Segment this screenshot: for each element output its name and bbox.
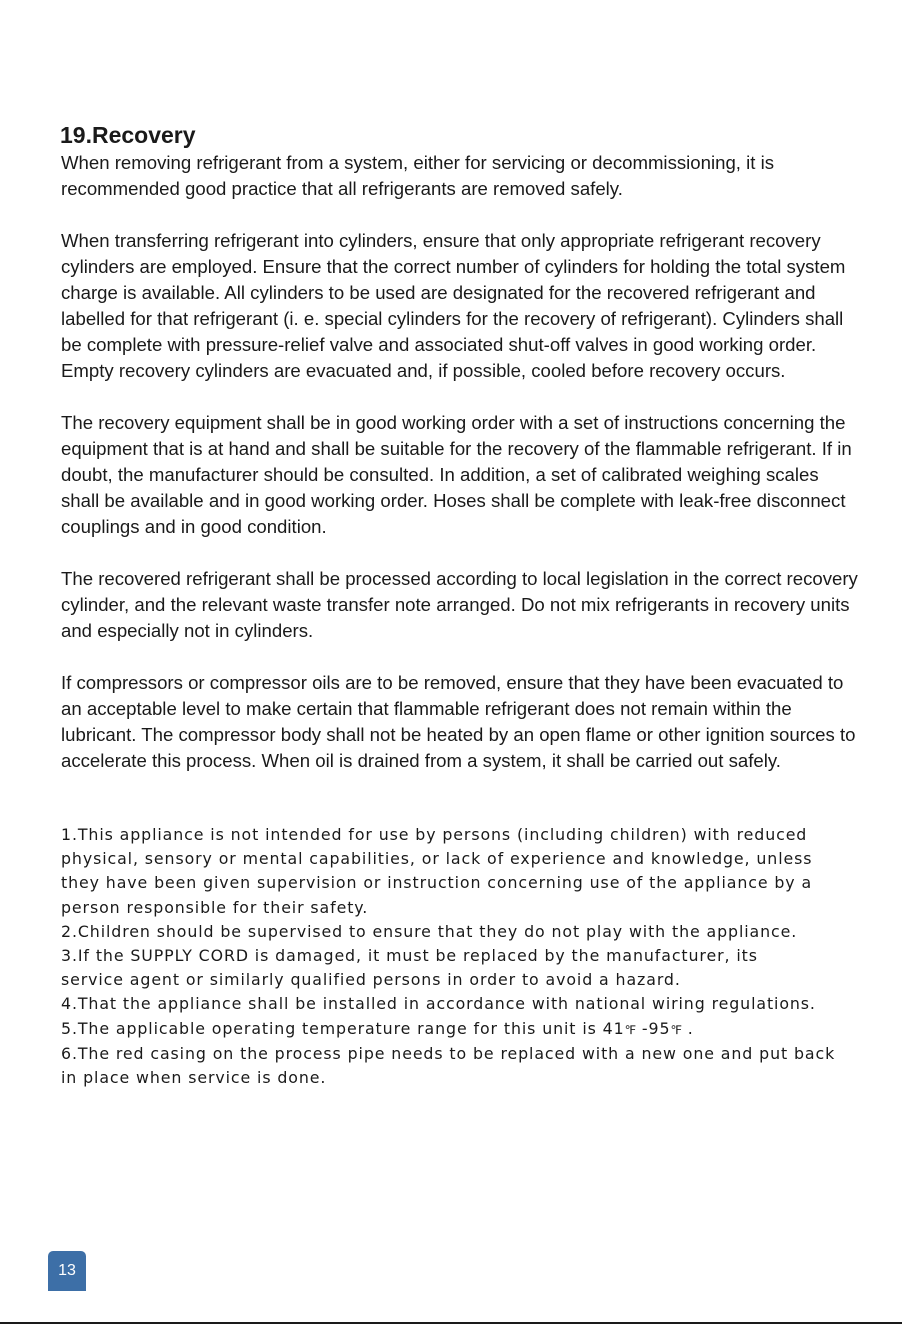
note-1-line-3: they have been given supervision or instruction concerning use of the appliance by a	[61, 873, 813, 893]
note-1-line-4: person responsible for their safety.	[61, 897, 369, 917]
paragraph-cylinders: When transferring refrigerant into cylinders, ensure that only appropriate refrigerant recovery cylinders are employed. Ensure that the correct number of cylinders for holding the total system charge is available. All cylinders to be used are designated for the recovered refrigerant and labelled for that refrigerant (i. e. special cylinders for the recovery of refrigerant). Cylinders shall be complete with pressure-relief valve and associated shut-off valves in good working order. Empty recovery cylinders are evacuated and, if possible, cooled before recovery occurs.	[61, 230, 846, 381]
note-5-text: 5.The applicable operating temperature range for this unit is 41	[61, 1018, 625, 1038]
safety-notes	[61, 823, 861, 1090]
paragraph-compressors: If compressors or compressor oils are to be removed, ensure that they have been evacuated to an acceptable level to make certain that flammable refrigerant does not remain within the lubricant. The compressor body shall not be heated by an open flame or other ignition sources to accelerate this process. When oil is drained from a system, it shall be carried out safely.	[61, 672, 856, 771]
paragraph-equipment: The recovery equipment shall be in good working order with a set of instructions concerning the equipment that is at hand and shall be suitable for the recovery of the flammable refrigerant. If in doubt, the manufacturer should be consulted. In addition, a set of calibrated weighing scales shall be available and in good working order. Hoses shall be complete with leak-free disconnect couplings and in good condition.	[61, 412, 852, 537]
fahrenheit-unit: ℉	[624, 1022, 636, 1037]
note-3-line-2: service agent or similarly qualified persons in order to avoid a hazard.	[61, 970, 681, 990]
fahrenheit-unit: ℉	[670, 1022, 682, 1037]
note-6-line-1: 6.The red casing on the process pipe needs to be replaced with a new one and put back	[61, 1043, 836, 1063]
note-6-line-2: in place when service is done.	[61, 1068, 327, 1088]
note-1-line-1: 1.This appliance is not intended for use by persons (including children) with reduced	[61, 825, 808, 844]
note-5-end: .	[681, 1018, 694, 1038]
paragraph-processing: The recovered refrigerant shall be processed according to local legislation in the correct recovery cylinder, and the relevant waste transfer note arranged. Do not mix refrigerants in recovery units and especially not in cylinders.	[61, 568, 858, 641]
note-2: 2.Children should be supervised to ensure that they do not play with the appliance.	[61, 921, 798, 941]
note-4: 4.That the appliance shall be installed in accordance with national wiring regulations.	[61, 994, 816, 1014]
note-5-range-end: -95	[636, 1018, 671, 1038]
note-1-line-2: physical, sensory or mental capabilities, or lack of experience and knowledge, unless	[61, 849, 813, 869]
paragraph-intro: When removing refrigerant from a system, either for servicing or decommissioning, it is recommended good practice that all refrigerants are removed safely.	[61, 152, 775, 199]
recovery-body	[61, 150, 861, 774]
section-title: 19.Recovery	[60, 122, 196, 148]
note-5	[61, 1017, 861, 1042]
page-number-badge: 13	[48, 1251, 86, 1291]
note-3-line-1: 3.If the SUPPLY CORD is damaged, it must be replaced by the manufacturer, its	[61, 946, 758, 966]
